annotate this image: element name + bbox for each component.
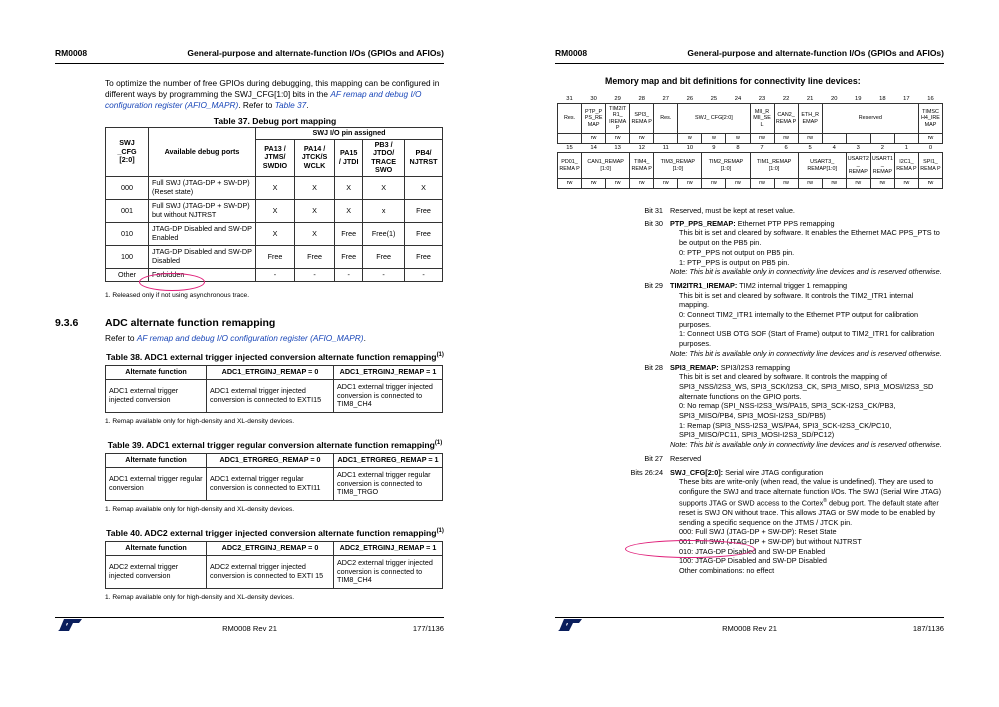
bit-field: SPI1_ REMA P (918, 153, 942, 179)
access-type: rw (798, 134, 822, 144)
access-type: rw (702, 179, 726, 189)
bit-field: TIMSC H4_IRE MAP (918, 104, 942, 134)
footnote: 1. Remap available only for high-density and XL-density devices. (105, 506, 295, 513)
bit-field: SPI3_ REMA P (630, 104, 654, 134)
bit28: Bit 28 SPI3_REMAP: SPI3/I2S3 remapping This bit is set and cleared by software. It controls the mapping of SPI3_NSS/I2S3_WS, SPI3_SCK/I2S3_CK, SPI3_MISO, SPI3_MOSI/I2S3_SD alternate functions on the GPIO ports. 0: No remap (SPI_NSS-I2S3_WS/PA15, SPI3_SCK-I2S3_CK/PB3, SPI3_MISO/PB4, SPI3_MOSI-I2S3_SD/PB5) 1: Remap (SPI3_NSS-I2S3_WS/PA4, SPI3_SCK-I2S3_CK/PC10, SPI3_MISO/PC11, SPI3_MOSI-I2S3_SD/PC12) Note: This bit is available only in connectivity line devices and is reserved otherwise. (644, 362, 942, 450)
bit-field: PTP_P PS_RE MAP (582, 104, 606, 134)
bit-number: 13 (614, 144, 621, 151)
bit-number: 5 (808, 144, 812, 151)
adc1-reg-table: Alternate function ADC1_ETRGREG_REMAP = 0 ADC1_ETRGREG_REMAP = 1 ADC1 external trigger regular conversion ADC1 external trigger regular conversion is connected to EXTI11 ADC1 external trigger regular conversion is connected to TIM8_TRGO (105, 453, 443, 501)
header-rule (555, 63, 944, 64)
table-row: ADC2 external trigger injected conversion ADC2 external trigger injected conversion is connected to EXTI 15 ADC2 external trigger injected conversion is connected to TIM8_CH4 (106, 556, 443, 589)
bits26-24: Bits 26:24 SWJ_CFG[2:0]: Serial wire JTAG configuration These bits are write-only (when read, the value is undefined). They are used to configure the SWJ and trace alternate function I/Os. The SWJ (Serial Wire JTAG) supports JTAG or SWD access to the Cortex® debug port. The default state after reset is SWJ ON without trace. This allows JTAG or SW mode to be enabled by sending a specific sequence on the JTMS / JTCK pin. 000: Full SWJ (JTAG-DP + SW-DP): Reset State 001: Full SWJ (JTAG-DP + SW-DP) but without NJTRST 010: JTAG-DP Disabled and SW-DP Enabled 100: JTAG-DP Disabled and SW-DP Disabled Other combinations: no effect (630, 467, 942, 576)
footer-rev: RM0008 Rev 21 (222, 624, 277, 633)
bit-number-row (558, 95, 943, 104)
bit-field: Res. (654, 104, 678, 134)
bit-number: 21 (806, 95, 814, 102)
bit-field: TIM1_REMAP [1:0] (750, 153, 798, 179)
bit-field: I2C1_ REMA P (894, 153, 918, 179)
bit-number: 17 (903, 95, 910, 102)
bit-field: TIM2_REMAP [1:0] (702, 153, 750, 179)
table37-link[interactable]: Table 37 (274, 99, 307, 110)
bit-field: CAN2_ REMA P (774, 104, 798, 134)
bit30: Bit 30 PTP_PPS_REMAP: Ethernet PTP PPS remapping This bit is set and cleared by software. It enables the Ethernet MAC PPS_PTS to be output on the PB5 pin. 0: PTP_PPS not output on PB5 pin. 1: PTP_PPS is output on PB5 pin. Note: This bit is available only in connectivity line devices and is reserved otherwise. (644, 218, 942, 277)
page-footer (55, 622, 444, 636)
bit-field: ETH_R EMAP (798, 104, 822, 134)
bit-number: 0 (928, 144, 933, 151)
bit-number: 14 (590, 144, 597, 151)
bit-field: TIM3_REMAP [1:0] (654, 153, 702, 179)
bit-number: 18 (879, 95, 886, 102)
table-row: ADC1 external trigger injected conversion ADC1 external trigger injected conversion is connected to EXTI15 ADC1 external trigger injected conversion is connected to TIM8_CH4 (106, 380, 443, 413)
page-number: 187/1136 (912, 624, 944, 633)
table37-caption: Table 37. Debug port mapping (213, 116, 337, 126)
bit-field: CAN1_REMAP [1:0] (582, 153, 630, 179)
bit-number: 4 (832, 144, 836, 151)
afio-mapr-link-2[interactable]: AF remap and debug I/O configuration register (AFIO_MAPR) (136, 333, 364, 343)
th-pb3: PB3 / JTDO/ TRACE SWO (363, 139, 405, 176)
footnote: 1. Remap available only for high-density and XL-density devices. (105, 418, 295, 425)
footnote: 1. Remap available only for high-density and XL-density devices. (105, 594, 295, 601)
page-footer (555, 622, 944, 636)
annotation-circle (139, 273, 205, 291)
bit-number: 25 (710, 95, 718, 102)
footnote: 1. Released only if not using asynchronous trace. (105, 292, 250, 299)
bit-field-row (558, 104, 943, 134)
bit-number-row (558, 144, 943, 153)
th-pa13: PA13 / JTMS/ SWDIO (256, 139, 295, 176)
access-type: rw (558, 179, 582, 189)
table-row: 001 Full SWJ (JTAG-DP + SW-DP) but without NJTRST X X X x Free (106, 199, 443, 222)
adc1-inj-table: Alternate function ADC1_ETRGINJ_REMAP = 0 ADC1_ETRGINJ_REMAP = 1 ADC1 external trigger injected conversion ADC1 external trigger injected conversion is connected to EXTI15 ADC1 external trigger injected conversion is connected to TIM8_CH4 (105, 365, 443, 413)
section-title: ADC alternate function remapping (105, 317, 276, 329)
bit-descriptions (605, 206, 945, 576)
access-type: rw (798, 179, 822, 189)
bit-number: 10 (686, 144, 694, 151)
bit-field: TIM2IT R1_ IREMA P (606, 104, 630, 134)
doc-id: RM0008 (555, 48, 588, 58)
access-type: rw (606, 179, 630, 189)
intro-paragraph: To optimize the number of free GPIOs during debugging, this mapping can be configured in different ways by programming the SWJ_CFG[1:0] bits in the AF remap and debug I/O configuration register (AFIO_MAPR). Refer to Table 37. (105, 78, 440, 110)
bit-field: MII_R MII_SE L (750, 104, 774, 134)
access-type: rw (750, 179, 774, 189)
access-type: rw (750, 134, 774, 144)
table40-caption: Table 40. ADC2 external trigger injected conversion alternate function remapping$^{(1)}$ (106, 528, 444, 538)
page-header (55, 48, 444, 62)
access-type (822, 134, 846, 144)
th-pb4: PB4/ NJTRST (405, 139, 443, 176)
access-type: rw (630, 179, 654, 189)
bit-number: 8 (736, 144, 740, 151)
th-ports: Available debug ports (149, 128, 256, 177)
header-title: General-purpose and alternate-function I/Os (GPIOs and AFIOs) (187, 48, 444, 58)
bit27: Bit 27 Reserved (644, 453, 702, 463)
access-type: rw (582, 134, 606, 144)
bit-number: 9 (712, 144, 716, 151)
access-type: rw (630, 134, 654, 144)
adc2-inj-table: Alternate function ADC2_ETRGINJ_REMAP = 0 ADC2_ETRGINJ_REMAP = 1 ADC2 external trigger injected conversion ADC2 external trigger injected conversion is connected to EXTI 15 ADC2 external trigger injected conversion is connected to TIM8_CH4 (105, 541, 443, 589)
bit-number: 19 (855, 95, 862, 102)
access-type (654, 134, 678, 144)
access-type: rw (774, 134, 798, 144)
bit-field: USART2 _ REMAP (846, 153, 870, 179)
th-pa14: PA14 / JTCK/S WCLK (294, 139, 334, 176)
left-page (0, 0, 499, 707)
bit-number: 11 (662, 144, 669, 151)
table-row: 100 JTAG-DP Disabled and SW-DP Disabled Free Free Free Free Free (106, 245, 443, 268)
th-pin-group: SWJ I/O pin assigned (256, 128, 443, 140)
bit-number: 2 (880, 144, 884, 151)
bit-number: 27 (662, 95, 669, 102)
access-type: rw (774, 179, 798, 189)
bit-number: 1 (904, 144, 909, 151)
bit31: Bit 31 Reserved, must be kept at reset value. (644, 206, 795, 215)
access-type: rw (894, 179, 918, 189)
table39-caption: Table 39. ADC1 external trigger regular conversion alternate function remapping$^{(1)}$ (107, 440, 443, 450)
footer-rule (55, 617, 444, 618)
access-type: w (678, 134, 702, 144)
bit-field: PD01_ REMA P (558, 153, 582, 179)
section-number: 9.3.6 (55, 317, 79, 329)
bit-number: 22 (782, 95, 790, 102)
access-type: rw (726, 179, 750, 189)
bit-field: Reserved (822, 104, 918, 134)
access-type: rw (870, 179, 894, 189)
footer-rule (555, 617, 944, 618)
header-title: General-purpose and alternate-function I/Os (GPIOs and AFIOs) (687, 48, 944, 58)
access-type: rw (582, 179, 606, 189)
bit-number: 31 (566, 95, 573, 102)
access-type: rw (918, 179, 942, 189)
access-type (846, 134, 870, 144)
bit-number: 23 (758, 95, 766, 102)
bit-number: 20 (830, 95, 838, 102)
bit-number: 7 (760, 144, 764, 151)
access-type (894, 134, 918, 144)
access-row (558, 134, 943, 144)
afio-mapr-link[interactable]: AF remap and debug I/O configuration register (AFIO_MAPR) (105, 88, 422, 110)
access-type: w (726, 134, 750, 144)
header-rule (55, 63, 444, 64)
table-row: 010 JTAG-DP Disabled and SW-DP Enabled X X Free Free(1) Free (106, 222, 443, 245)
bit-number: 15 (566, 144, 573, 151)
doc-id: RM0008 (55, 48, 88, 58)
access-type (870, 134, 894, 144)
access-row (558, 179, 943, 189)
bit-number: 28 (638, 95, 645, 102)
footer-rev: RM0008 Rev 21 (722, 624, 777, 633)
th-swj-cfg: SWJ _CFG [2:0] (106, 128, 149, 177)
access-type: rw (654, 179, 678, 189)
map-title: Memory map and bit definitions for connectivity line devices: (605, 76, 861, 86)
access-type: w (702, 134, 726, 144)
access-type (558, 134, 582, 144)
bit-number: 12 (638, 144, 645, 151)
bit-number: 3 (856, 144, 860, 151)
bit-number: 26 (686, 95, 694, 102)
access-type: rw (822, 179, 846, 189)
table-row: ADC1 external trigger regular conversion ADC1 external trigger regular conversion is connected to EXTI11 ADC1 external trigger regular conversion is connected to TIM8_TRGO (106, 468, 443, 501)
refer-paragraph: Refer to AF remap and debug I/O configuration register (AFIO_MAPR). (105, 333, 366, 343)
table-row: Other Forbidden - - - - - (106, 268, 443, 281)
bit-number: 24 (734, 95, 742, 102)
page-header (555, 48, 944, 62)
bit-field: USART3_ REMAP[1:0] (798, 153, 846, 179)
bit-field: SWJ_ CFG[2:0] (678, 104, 750, 134)
access-type: rw (606, 134, 630, 144)
debug-port-table (105, 127, 443, 282)
bit-number: 6 (784, 144, 788, 151)
right-page (500, 0, 999, 707)
annotation-circle (625, 540, 755, 558)
bit-field-row (558, 153, 943, 179)
th-pa15: PA15 / JTDI (335, 139, 363, 176)
bit-number: 16 (927, 95, 934, 102)
access-type: rw (678, 179, 702, 189)
table-row: 000 Full SWJ (JTAG-DP + SW-DP) (Reset state) X X X X X (106, 176, 443, 199)
bit-field: TIM4_ REMA P (630, 153, 654, 179)
bit-number: 29 (614, 95, 621, 102)
access-type: rw (846, 179, 870, 189)
bit29: Bit 29 TIM2ITR1_IREMAP: TIM2 internal trigger 1 remapping This bit is set and cleared by software. It controls the TIM2_ITR1 internal mapping. 0: Connect TIM2_ITR1 internally to the Ethernet PTP output for calibration purposes. 1: Connect USB OTG SOF (Start of Frame) output to TIM2_ITR1 for calibration purposes. Note: This bit is available only in connectivity line devices and is reserved otherwise. (644, 280, 942, 358)
bit-field: USART1 _ REMAP (870, 153, 894, 179)
bit-number: 30 (590, 95, 597, 102)
bit-field: Res. (558, 104, 582, 134)
afio-mapr-register (557, 95, 943, 189)
page-number: 177/1136 (412, 624, 444, 633)
access-type: rw (918, 134, 942, 144)
table38-caption: Table 38. ADC1 external trigger injected conversion alternate function remapping$^{(1)}$ (106, 352, 444, 362)
